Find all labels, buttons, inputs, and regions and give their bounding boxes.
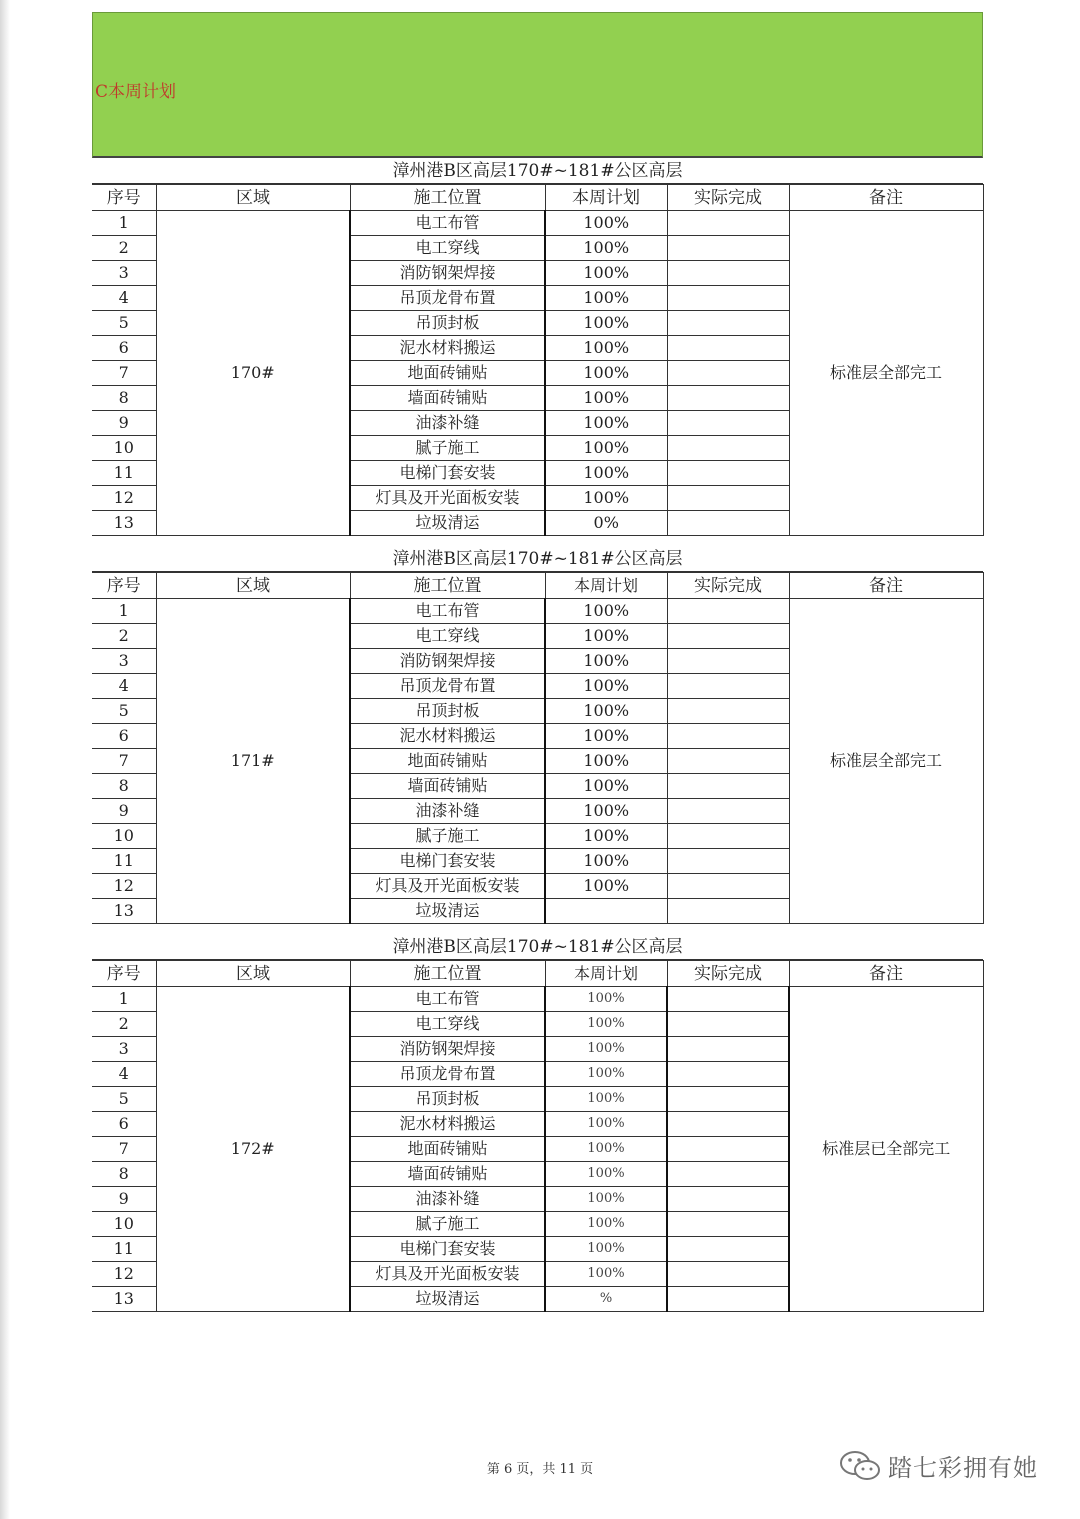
position-cell: 吊顶龙骨布置	[350, 1062, 545, 1087]
position-cell: 腻子施工	[350, 436, 545, 461]
done-cell	[667, 899, 789, 924]
plan-cell: 100%	[545, 987, 667, 1012]
header-note: 备注	[789, 573, 983, 599]
row-seq: 13	[92, 1287, 156, 1312]
done-cell	[667, 1087, 789, 1112]
plan-cell: 100%	[545, 624, 667, 649]
header-plan: 本周计划	[545, 961, 667, 987]
header-row	[92, 961, 983, 987]
plan-cell: 100%	[545, 1162, 667, 1187]
note-cell: 标准层全部完工	[789, 599, 983, 924]
header-row	[92, 573, 983, 599]
position-cell: 吊顶封板	[350, 1087, 545, 1112]
plan-cell: 100%	[545, 261, 667, 286]
row-seq: 10	[92, 436, 156, 461]
done-cell	[667, 774, 789, 799]
header-seq: 序号	[92, 961, 156, 987]
plan-cell: 100%	[545, 599, 667, 624]
area-cell: 170#	[156, 211, 350, 536]
header-area: 区域	[156, 573, 350, 599]
plan-cell: 100%	[545, 1187, 667, 1212]
position-cell: 泥水材料搬运	[350, 336, 545, 361]
header-done: 实际完成	[667, 185, 789, 211]
plan-cell: 100%	[545, 774, 667, 799]
done-cell	[667, 436, 789, 461]
note-cell: 标准层已全部完工	[789, 987, 983, 1312]
header-seq: 序号	[92, 573, 156, 599]
row-seq: 4	[92, 286, 156, 311]
row-seq: 1	[92, 211, 156, 236]
plan-cell: 100%	[545, 674, 667, 699]
position-cell: 墙面砖铺贴	[350, 1162, 545, 1187]
plan-cell: 100%	[545, 749, 667, 774]
position-cell: 消防钢架焊接	[350, 1037, 545, 1062]
done-cell	[667, 824, 789, 849]
done-cell	[667, 486, 789, 511]
done-cell	[667, 1112, 789, 1137]
header-done: 实际完成	[667, 961, 789, 987]
plan-cell: 100%	[545, 1262, 667, 1287]
done-cell	[667, 1287, 789, 1312]
row-seq: 9	[92, 799, 156, 824]
plan-cell: 100%	[545, 436, 667, 461]
position-cell: 垃圾清运	[350, 511, 545, 536]
done-cell	[667, 1262, 789, 1287]
row-seq: 6	[92, 724, 156, 749]
row-seq: 4	[92, 1062, 156, 1087]
area-cell: 171#	[156, 599, 350, 924]
position-cell: 油漆补缝	[350, 1187, 545, 1212]
row-seq: 1	[92, 987, 156, 1012]
block-title: 漳州港B区高层170#~181#公区高层	[92, 546, 983, 572]
plan-cell	[545, 899, 667, 924]
position-cell: 吊顶龙骨布置	[350, 674, 545, 699]
position-cell: 墙面砖铺贴	[350, 774, 545, 799]
position-cell: 电工布管	[350, 599, 545, 624]
row-seq: 13	[92, 511, 156, 536]
done-cell	[667, 674, 789, 699]
watermark-text: 踏七彩拥有她	[888, 1454, 1038, 1482]
plan-cell: 100%	[545, 236, 667, 261]
position-cell: 吊顶龙骨布置	[350, 286, 545, 311]
done-cell	[667, 286, 789, 311]
section-banner	[92, 12, 983, 158]
done-cell	[667, 386, 789, 411]
row-seq: 10	[92, 824, 156, 849]
watermark	[838, 1448, 1038, 1483]
plan-block	[92, 934, 983, 1312]
plan-cell: 100%	[545, 1087, 667, 1112]
row-seq: 2	[92, 624, 156, 649]
done-cell	[667, 1187, 789, 1212]
area-cell: 172#	[156, 987, 350, 1312]
plan-cell: 100%	[545, 1012, 667, 1037]
plan-cell: 100%	[545, 874, 667, 899]
done-cell	[667, 1137, 789, 1162]
done-cell	[667, 1237, 789, 1262]
row-seq: 11	[92, 1237, 156, 1262]
plan-cell: 100%	[545, 724, 667, 749]
done-cell	[667, 336, 789, 361]
position-cell: 电工布管	[350, 987, 545, 1012]
plan-table	[92, 572, 984, 924]
done-cell	[667, 461, 789, 486]
page-edge-shadow	[0, 0, 10, 1519]
position-cell: 电工穿线	[350, 1012, 545, 1037]
position-cell: 墙面砖铺贴	[350, 386, 545, 411]
plan-cell: 100%	[545, 799, 667, 824]
plan-cell: 100%	[545, 361, 667, 386]
plan-cell: 100%	[545, 1237, 667, 1262]
plan-cell: 100%	[545, 849, 667, 874]
position-cell: 灯具及开光面板安装	[350, 1262, 545, 1287]
done-cell	[667, 361, 789, 386]
row-seq: 6	[92, 1112, 156, 1137]
plan-cell: 100%	[545, 386, 667, 411]
done-cell	[667, 236, 789, 261]
position-cell: 吊顶封板	[350, 699, 545, 724]
done-cell	[667, 261, 789, 286]
row-seq: 10	[92, 1212, 156, 1237]
row-seq: 7	[92, 361, 156, 386]
done-cell	[667, 799, 789, 824]
done-cell	[667, 849, 789, 874]
plan-cell: 100%	[545, 1037, 667, 1062]
position-cell: 灯具及开光面板安装	[350, 874, 545, 899]
position-cell: 油漆补缝	[350, 411, 545, 436]
plan-cell: 100%	[545, 311, 667, 336]
position-cell: 灯具及开光面板安装	[350, 486, 545, 511]
row-seq: 8	[92, 386, 156, 411]
row-seq: 3	[92, 649, 156, 674]
row-seq: 8	[92, 774, 156, 799]
done-cell	[667, 987, 789, 1012]
done-cell	[667, 1162, 789, 1187]
done-cell	[667, 724, 789, 749]
plan-cell: 100%	[545, 286, 667, 311]
position-cell: 油漆补缝	[350, 799, 545, 824]
row-seq: 7	[92, 1137, 156, 1162]
position-cell: 地面砖铺贴	[350, 361, 545, 386]
plan-cell: 100%	[545, 699, 667, 724]
plan-cell: 100%	[545, 211, 667, 236]
position-cell: 腻子施工	[350, 1212, 545, 1237]
done-cell	[667, 749, 789, 774]
plan-cell: 100%	[545, 1062, 667, 1087]
done-cell	[667, 1012, 789, 1037]
page-footer: 第 6 页，共 11 页	[486, 1462, 594, 1477]
header-plan: 本周计划	[545, 185, 667, 211]
plan-cell: 100%	[545, 411, 667, 436]
note-cell: 标准层全部完工	[789, 211, 983, 536]
done-cell	[667, 649, 789, 674]
row-seq: 9	[92, 1187, 156, 1212]
plan-cell: 0%	[545, 511, 667, 536]
header-area: 区域	[156, 185, 350, 211]
row-seq: 5	[92, 699, 156, 724]
header-position: 施工位置	[350, 961, 545, 987]
done-cell	[667, 1062, 789, 1087]
position-cell: 腻子施工	[350, 824, 545, 849]
done-cell	[667, 211, 789, 236]
table-row	[92, 987, 983, 1012]
header-position: 施工位置	[350, 185, 545, 211]
position-cell: 地面砖铺贴	[350, 1137, 545, 1162]
done-cell	[667, 874, 789, 899]
position-cell: 泥水材料搬运	[350, 724, 545, 749]
done-cell	[667, 1212, 789, 1237]
position-cell: 垃圾清运	[350, 1287, 545, 1312]
row-seq: 12	[92, 486, 156, 511]
position-cell: 电工穿线	[350, 624, 545, 649]
header-plan: 本周计划	[545, 573, 667, 599]
plan-table	[92, 960, 984, 1312]
plan-block	[92, 546, 983, 924]
plan-cell: 100%	[545, 461, 667, 486]
plan-cell: 100%	[545, 1212, 667, 1237]
position-cell: 消防钢架焊接	[350, 261, 545, 286]
done-cell	[667, 599, 789, 624]
done-cell	[667, 311, 789, 336]
row-seq: 2	[92, 236, 156, 261]
block-title: 漳州港B区高层170#~181#公区高层	[92, 158, 983, 184]
position-cell: 电工布管	[350, 211, 545, 236]
plan-cell: 100%	[545, 1137, 667, 1162]
position-cell: 垃圾清运	[350, 899, 545, 924]
done-cell	[667, 411, 789, 436]
banner-title: C本周计划	[95, 82, 177, 102]
row-seq: 2	[92, 1012, 156, 1037]
position-cell: 地面砖铺贴	[350, 749, 545, 774]
done-cell	[667, 1037, 789, 1062]
row-seq: 4	[92, 674, 156, 699]
plan-cell: 100%	[545, 336, 667, 361]
row-seq: 13	[92, 899, 156, 924]
plan-cell: %	[545, 1287, 667, 1312]
row-seq: 12	[92, 1262, 156, 1287]
row-seq: 11	[92, 849, 156, 874]
done-cell	[667, 699, 789, 724]
row-seq: 12	[92, 874, 156, 899]
position-cell: 泥水材料搬运	[350, 1112, 545, 1137]
position-cell: 吊顶封板	[350, 311, 545, 336]
position-cell: 消防钢架焊接	[350, 649, 545, 674]
row-seq: 7	[92, 749, 156, 774]
position-cell: 电梯门套安装	[350, 1237, 545, 1262]
plan-cell: 100%	[545, 824, 667, 849]
header-position: 施工位置	[350, 573, 545, 599]
row-seq: 3	[92, 261, 156, 286]
row-seq: 5	[92, 1087, 156, 1112]
plan-cell: 100%	[545, 1112, 667, 1137]
header-note: 备注	[789, 961, 983, 987]
row-seq: 5	[92, 311, 156, 336]
done-cell	[667, 511, 789, 536]
row-seq: 3	[92, 1037, 156, 1062]
done-cell	[667, 624, 789, 649]
header-area: 区域	[156, 961, 350, 987]
table-row	[92, 599, 983, 624]
header-done: 实际完成	[667, 573, 789, 599]
wechat-icon	[838, 1449, 882, 1483]
plan-cell: 100%	[545, 649, 667, 674]
row-seq: 11	[92, 461, 156, 486]
table-row	[92, 211, 983, 236]
plan-block	[92, 158, 983, 536]
position-cell: 电梯门套安装	[350, 849, 545, 874]
row-seq: 6	[92, 336, 156, 361]
header-note: 备注	[789, 185, 983, 211]
plan-table	[92, 184, 984, 536]
header-seq: 序号	[92, 185, 156, 211]
row-seq: 9	[92, 411, 156, 436]
position-cell: 电梯门套安装	[350, 461, 545, 486]
position-cell: 电工穿线	[350, 236, 545, 261]
row-seq: 1	[92, 599, 156, 624]
header-row	[92, 185, 983, 211]
row-seq: 8	[92, 1162, 156, 1187]
plan-cell: 100%	[545, 486, 667, 511]
block-title: 漳州港B区高层170#~181#公区高层	[92, 934, 983, 960]
